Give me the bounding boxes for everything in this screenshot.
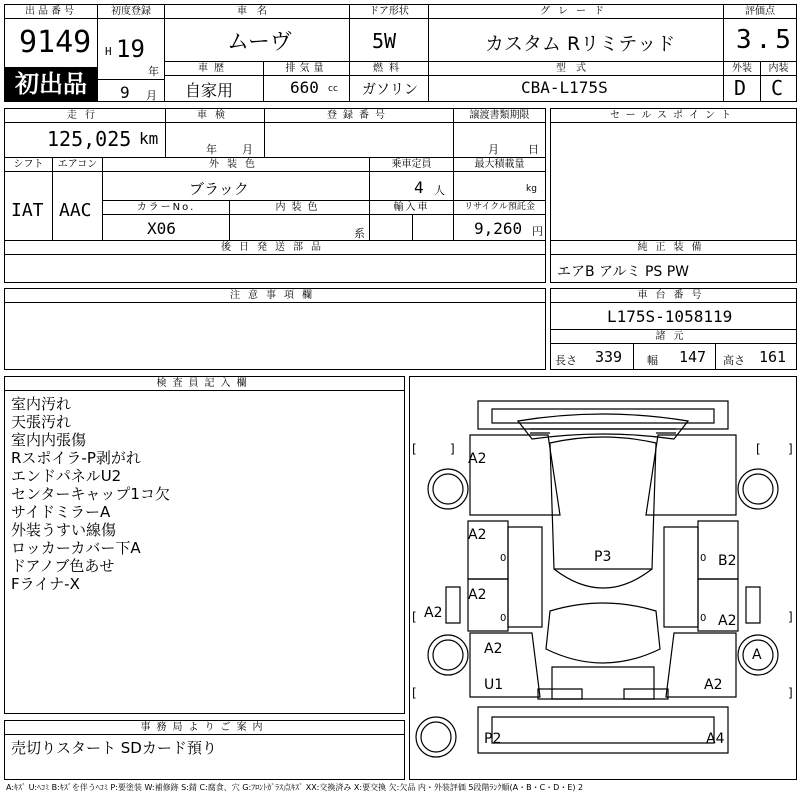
inspection-label: 車検	[166, 109, 264, 123]
reg-year: 19	[116, 35, 145, 63]
insp-year-unit: 年	[206, 143, 217, 156]
intcolor-unit: 系	[354, 227, 365, 240]
inspector-line: 外装うすい線傷	[11, 521, 117, 539]
model-code: CBA-L175S	[521, 78, 608, 97]
inspector-line: 天張汚れ	[11, 413, 72, 431]
inspector-line: サイドミラーA	[11, 503, 111, 521]
damage-mark: A4	[706, 731, 725, 747]
import-label: 輸入車	[370, 201, 453, 215]
history: 自家用	[185, 81, 234, 100]
shift: IAT	[11, 200, 44, 221]
svg-text:[: [	[412, 686, 417, 700]
damage-legend: A:ｷｽﾞ U:ﾍｺﾐ B:ｷｽﾞを伴うﾍｺﾐ P:要塗装 W:補修跡 S:錆 C:腐食、穴 G:ﾌﾛﾝﾄｶﾞﾗｽ点ｷｽﾞ XX:交換済み X:要交換 欠:欠品 内・外装評価 5段階ﾗﾝｸ順(A・B・C・D・E) 2	[6, 783, 584, 792]
notes-label: 注意事項欄	[5, 289, 545, 303]
svg-text:]: ]	[788, 686, 793, 700]
recycle-unit: 円	[532, 225, 543, 238]
mileage-label: 走行	[5, 109, 165, 123]
color-cell	[102, 157, 370, 201]
damage-mark: A2	[468, 587, 487, 603]
inspector-notes	[11, 395, 170, 593]
damage-mark: A2	[484, 641, 503, 657]
ext-label: 外装	[724, 62, 760, 76]
damage-mark: P2	[484, 731, 502, 747]
ext-score-cell	[723, 61, 761, 102]
damage-mark: P3	[594, 549, 612, 565]
damage-mark: A	[752, 647, 762, 663]
transfer-label: 譲渡書類期限	[454, 109, 545, 123]
svg-text:[: [	[412, 610, 417, 624]
height: 161	[759, 348, 787, 366]
damage-mark: A2	[704, 677, 723, 693]
color-number: X06	[147, 219, 176, 238]
ac-cell	[52, 157, 103, 241]
regno-cell	[264, 108, 454, 158]
score: 3.5	[736, 25, 795, 55]
load-unit: kg	[526, 184, 537, 194]
ac: AAC	[59, 200, 92, 221]
disp-unit: cc	[328, 84, 338, 94]
width: 147	[679, 348, 707, 366]
lot-number: 9149	[19, 25, 92, 60]
inspector-line: Rスポイラ-P剥がれ	[11, 449, 141, 467]
grade-label: グレード	[429, 5, 723, 19]
chassis-number: L175S-1058119	[607, 307, 733, 326]
seats: 4	[414, 178, 424, 197]
door-type: 5W	[372, 29, 397, 53]
seats-unit: 人	[434, 184, 445, 197]
history-label: 車歴	[165, 62, 263, 76]
fuel-cell	[349, 61, 429, 102]
car-name-cell	[164, 4, 350, 62]
intcolor-label: 内装色	[230, 201, 369, 215]
model-cell	[428, 61, 724, 102]
recycle-cell	[453, 200, 546, 241]
transfer-day: 日	[528, 143, 539, 156]
fuel: ガソリン	[362, 82, 418, 98]
inspector-line: エンドパネルU2	[11, 467, 122, 485]
int-score-cell	[760, 61, 797, 102]
car-name: ムーヴ	[227, 30, 292, 55]
load-cell	[453, 157, 546, 201]
notes-cell	[4, 288, 546, 370]
lot-label: 出品番号	[5, 5, 97, 19]
model-label: 型式	[429, 62, 723, 76]
svg-text:[: [	[756, 442, 761, 456]
mileage-cell	[4, 108, 166, 158]
width-label: 幅	[647, 354, 658, 367]
inspection-cell	[165, 108, 265, 158]
inspector-line: ドアノブ色あせ	[11, 557, 115, 575]
car-name-label: 車名	[165, 5, 349, 19]
displacement-cell	[263, 61, 350, 102]
length: 339	[595, 348, 623, 366]
inspector-line: ロッカーカバー下A	[11, 539, 141, 557]
door-label: ドア形状	[350, 5, 428, 19]
damage-mark: A2	[718, 613, 737, 629]
car-outline-diagram	[410, 377, 796, 779]
mileage: 125,025	[47, 127, 132, 151]
load-label: 最大積載量	[454, 158, 545, 172]
door-cell	[349, 4, 429, 62]
lot-number-cell	[4, 4, 98, 68]
sales-points-label: セールスポイント	[551, 109, 796, 123]
displacement: 660	[290, 78, 319, 97]
damage-mark: A2	[468, 451, 487, 467]
score-label: 評価点	[724, 5, 796, 19]
zero-mark: 0	[500, 553, 507, 564]
score-cell	[723, 4, 797, 62]
intcolor-cell	[229, 200, 370, 241]
chassis-label: 車台番号	[551, 289, 796, 303]
inspector-label: 検査員記入欄	[5, 377, 404, 391]
inspector-line: 室内汚れ	[11, 395, 72, 413]
office-notice-label: 事務局よりご案内	[5, 721, 404, 735]
recycle-fee: 9,260	[474, 219, 523, 238]
svg-text:[: [	[412, 442, 417, 456]
shift-cell	[4, 157, 53, 241]
shift-label: シフト	[5, 158, 52, 172]
zero-mark: 0	[500, 613, 507, 624]
fuel-label: 燃料	[350, 62, 428, 76]
equipment: エアB アルミ PS PW	[557, 264, 690, 280]
equipment-cell	[550, 240, 797, 283]
mileage-unit: km	[139, 129, 159, 148]
seats-label: 乗車定員	[370, 158, 453, 172]
inspector-line: Fライナ-X	[11, 575, 80, 593]
svg-text:]: ]	[788, 442, 793, 456]
damage-mark: B2	[718, 553, 737, 569]
office-notice-cell	[4, 720, 405, 780]
grade-cell	[428, 4, 724, 62]
disp-label: 排気量	[264, 62, 349, 76]
int-label: 内装	[761, 62, 796, 76]
zero-mark: 0	[700, 613, 707, 624]
first-reg-label: 初度登録	[98, 5, 164, 19]
height-label: 高さ	[723, 354, 745, 367]
inspector-cell	[4, 376, 405, 714]
dimensions-cell	[550, 329, 797, 370]
month-unit: 月	[146, 89, 157, 102]
era: H	[105, 45, 112, 58]
grade: カスタム Rリミテッド	[485, 33, 676, 55]
ext-color: ブラック	[189, 180, 249, 198]
length-label: 長さ	[555, 354, 577, 367]
first-listing-badge: 初出品	[4, 67, 98, 102]
damage-mark: U1	[484, 677, 504, 693]
int-score: C	[771, 76, 784, 100]
equipment-label: 純正装備	[551, 241, 796, 255]
inspector-line: 室内内張傷	[11, 431, 87, 449]
office-notice: 売切りスタート SDカード預り	[11, 739, 217, 757]
later-parts-cell	[4, 240, 546, 283]
color-label: 外装色	[103, 158, 369, 172]
sales-points-cell	[550, 108, 797, 241]
zero-mark: 0	[700, 553, 707, 564]
reg-month: 9	[120, 83, 130, 102]
damage-mark: A2	[468, 527, 487, 543]
transfer-cell	[453, 108, 546, 158]
dimensions-label: 諸元	[551, 330, 796, 344]
svg-text:]: ]	[788, 610, 793, 624]
later-parts-label: 後日発送部品	[5, 241, 545, 255]
inspector-line: センターキャップ1コ欠	[11, 485, 170, 503]
damage-mark: A2	[424, 605, 443, 621]
ext-score: D	[734, 76, 747, 100]
colorno-cell	[102, 200, 230, 241]
import-cell	[369, 200, 454, 241]
ac-label: エアコン	[53, 158, 102, 172]
transfer-month: 月	[488, 143, 499, 156]
year-unit: 年	[148, 65, 159, 78]
recycle-label: リサイクル預託金	[454, 201, 545, 215]
history-cell	[164, 61, 264, 102]
first-reg-cell	[97, 4, 165, 102]
seats-cell	[369, 157, 454, 201]
chassis-cell	[550, 288, 797, 330]
damage-diagram	[409, 376, 797, 780]
svg-text:]: ]	[450, 442, 455, 456]
regno-label: 登録番号	[265, 109, 453, 123]
colorno-label: カラーNo.	[103, 201, 229, 215]
insp-month-unit: 月	[242, 143, 253, 156]
